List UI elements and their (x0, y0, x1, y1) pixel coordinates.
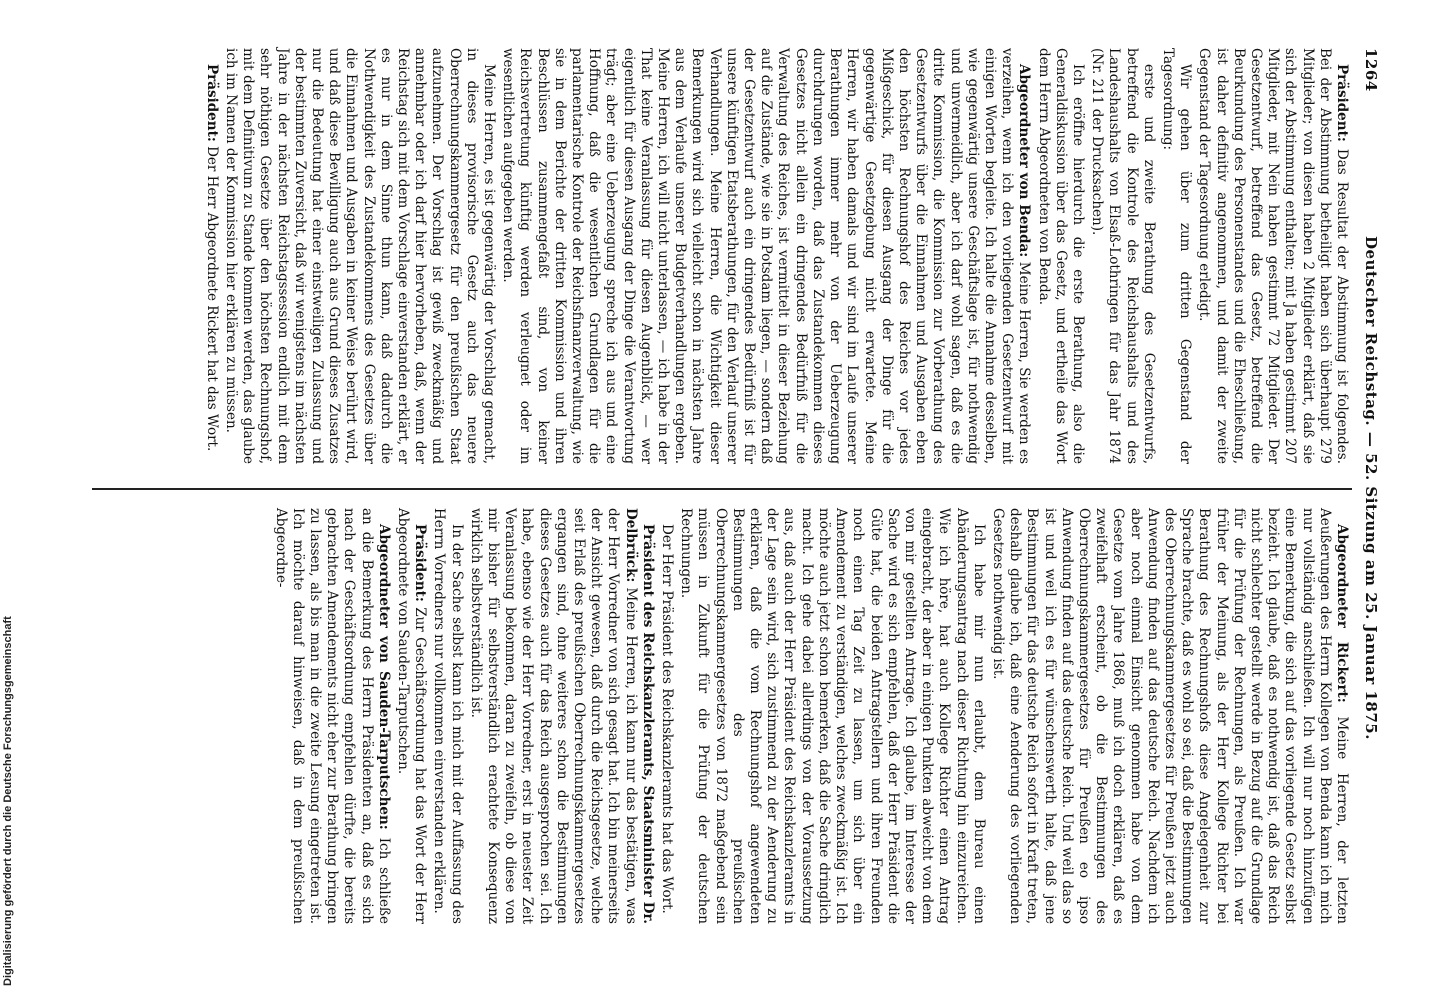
paragraph (271, 508, 391, 924)
right-column (269, 508, 1350, 924)
paragraph (658, 508, 675, 924)
paragraph (1088, 48, 1157, 464)
speaker-name: Abgeordneter von Benda: (1016, 64, 1033, 258)
paragraph-text: Meine Herren, ich kann nur das bestätigen, was der Herr Vorredner von sich gesagt hat. Ich bin meinerseits der Ansicht gewesen, daß durch die Reichsgesetze, welche seit Erlaß des preußischen Oberrechnungskammergesetzes ergangen sind, ohne weiteres schon die Bestimmungen dieses Gesetzes auch für das Reich ausgesprochen sei. Ich habe, ebenso wie der Herr Vorredner, erst in neuester Zeit Veranlassung bekommen, daran zu zweifeln, ob diese von mir bisher für selbstverständlich erachtete Konsequenz wirklich selbstverständlich ist. (467, 508, 639, 924)
paragraph-text: Der Herr Präsident des Reichskanzleramts hat das Wort. (659, 524, 676, 914)
paragraph (467, 508, 656, 924)
paragraph (499, 48, 1032, 464)
digitization-credit (0, 0, 18, 1000)
paragraph (677, 508, 987, 924)
paragraph (394, 508, 428, 924)
speaker-name: Abgeordneter Rickert: (1334, 524, 1350, 703)
paragraph (222, 48, 497, 464)
paragraph-text: Ich eröffne hierdurch die erste Berathung, also die Generaldiskussion über das Gesetz, und ertheile das Wort dem Herrn Abgeordneten von Benda. (1035, 48, 1086, 464)
speaker-name: Präsident: (203, 64, 220, 142)
document-sheet (110, 48, 1380, 928)
paragraph (430, 508, 464, 924)
page-title: Deutscher Reichstag. — 52. Sitzung am 25. Januar 1875. (1362, 236, 1380, 740)
paragraph (1195, 48, 1350, 464)
page-number: 1264 (1362, 48, 1380, 92)
speaker-name: Abgeordneter von Sauden-Tarputschen: (375, 524, 392, 830)
paragraph-text: Ich habe mir nun erlaubt, dem Bureau einen Abänderungsantrag nach dieser Richtung hin einzureichen. Wie ich höre, hat auch Kollege Richter einen Antrag eingebracht, der aber in einigen Punkten abweicht von dem von mir gestellten Antrage. Ich glaube, im Interesse der Sache wird es sich empfehlen, daß der Herr Präsident die Güte hat, die beiden Antragstellern und ihren Freunden noch einen Tag Zeit zu lassen, um sich über ein Amendement zu verständigen, welches zweckmäßig ist. Ich möchte auch jetzt schon bemerken, daß die Sache dringlich macht. Ich gehe dabei allerdings von der Voraussetzung aus, daß auch der Herr Präsident des Reichskanzleramts in der Lage sein wird, sich zustimmend zu der Aenderung zu erklären, daß die vom Rechnungshof angewendeten Bestimmungen des preußischen Oberrechnungskammergesetzes von 1872 maßgebend sein müssen in Zukunft für die Prüfung der deutschen Rechnungen. (678, 508, 987, 924)
paragraph (1034, 48, 1086, 464)
paragraph (1159, 48, 1193, 464)
paragraph-text: Zur Geschäftsordnung hat das Wort der Herr Abgeordnete von Sauden-Tarputschen. (395, 508, 429, 924)
paragraph (989, 508, 1350, 924)
page-header (1360, 48, 1380, 928)
paragraph-text: Das Resultat der Abstimmung ist folgendes. Bei der Abstimmung betheiligt haben sich überhaupt 279 Mitglieder; von diesen haben 2 Mitglieder erklärt, daß sie sich der Abstimmung enthalten; mit Ja haben gestimmt 207 Mitglieder, mit Nein haben gestimmt 72 Mitglieder. Der Gesetzentwurf, betreffend das Gesetz, betreffend die Beurkundung des Personenstandes und die Eheschließung, ist daher definitiv angenommen, und damit der zweite Gegenstand der Tagesordnung erledigt. (1196, 48, 1350, 464)
paragraph (203, 48, 220, 464)
paragraph-text: Ich schließe an die Bemerkung des Herrn Präsidenten an, daß es sich nach der Geschäftsordnung empfehlen dürfte, die bereits gebrachten Amendements nicht eher zur Berathung bringen zu lassen, als bis man in die zweite Lesung eingetreten ist. Ich möchte darauf hinweisen, daß in dem preußischen Abgeordne- (272, 508, 392, 924)
paragraph-text: In der Sache selbst kann ich mich mit der Auffassung des Herrn Vorredners nur vollkommen einverstanden erklären. (431, 508, 465, 924)
speaker-name: Präsident des Reichskanzleramts, Staatsminister Dr. Delbrück: (622, 508, 656, 924)
paragraph-text: erste und zweite Berathung des Gesetzentwurfs, betreffend die Kontrole des Reichshaushalts und des Landeshaushalts von Elsaß-Lothringen für das Jahr 1874 (Nr. 211 der Drucksachen). (1089, 48, 1157, 464)
paragraph-text: Der Herr Abgeordnete Rickert hat das Wort. (203, 146, 220, 452)
paragraph-text: Meine Herren, der letzten Aeußerungen des Herrn Kollegen von Benda kann ich mich nur vollständig anschließen. Ich will nur noch hinzufügen eine Bemerkung, die sich auf das vorliegende Gesetz selbst bezieht. Ich glaube, daß es nothwendig ist, daß das Reich nicht schlechter gestellt werde in Bezug auf die Grundlage für die Prüfung der Rechnungen, als Preußen. Ich war früher der Meinung, als der Herr Kollege Richter bei Berathung des Rechnungshofs diese Angelegenheit zur Sprache brachte, daß es wohl so sei, daß die Bestimmungen des Oberrechnungskammergesetzes für Preußen jetzt auch Anwendung finden auf das deutsche Reich. Nachdem ich aber noch einmal Einsicht genommen habe von dem Gesetze vom Jahre 1868, muß ich doch erklären, daß es zweifelhaft erscheint, ob die Bestimmungen des Oberrechnungskammergesetzes für Preußen eo ipso Anwendung finden auf das deutsche Reich. Und weil das so ist und weil ich es für wünschenswerth halte, daß jene Bestimmungen für das deutsche Reich sofort in Kraft treten, deshalb glaube ich, daß eine Aenderung des vorliegenden Gesetzes nothwendig ist. (989, 508, 1350, 925)
column-divider (92, 488, 1352, 490)
paragraph-text: Wir gehen über zum dritten Gegenstand der Tagesordnung: (1159, 48, 1194, 464)
left-column (201, 48, 1350, 464)
paragraph-text: Meine Herren, es ist gegenwärtig der Vorschlag gemacht, in dieses provisorische Gesetz auch das neuere Oberrechnungskammergesetz für den preußischen Staat aufzunehmen. Der Vorschlag ist gewiß zweckmäßig und annehmbar oder ich darf hier hervorheben, daß, wenn der Reichstag sich mit dem Vorschlage einverstanden erklärt, er es nur in dem Sinne thun kann, daß dadurch die Nothwendigkeit des Zustandekommens des Gesetzes über die Einnahmen und Ausgaben in keiner Weise berührt wird, und daß diese Bewilligung auch aus Grund dieses Zusatzes nur die Bedeutung hat einer einstweiligen Zulassung und der bestimmten Zuversicht, daß wir wenigstens im nächsten Jahre in der nächsten Reichstagssession endlich mit dem sehr nöthigen Gesetze über den höchsten Rechnungshof, mit dem Definitivum zu Stande kommen werden, das glaube ich im Namen der Kommission hier erklären zu müssen. (223, 48, 498, 464)
digitization-credit-text: Digitalisierung gefördert durch die Deutsche Forschungsgemeinschaft (2, 616, 14, 986)
speaker-name: Präsident: (1334, 64, 1350, 142)
paragraph-text: Meine Herren, Sie werden es verzeihen, wenn ich den vorliegenden Gesetzentwurf mit einigen Worten begleite. Ich halte die Annahme desselben, wie gegenwärtig unsere Geschäftslage ist, für nothwendig und unvermeidlich, aber ich darf wohl sagen, daß es die dritte Kommission, die Kommission zur Vorberathung des Gesetzentwurfs über die Einnahmen und Ausgaben eben den höchsten Rechnungshof des Reiches vor jedes Mißgeschick, für diesen Ausgang der Dinge für die gegenwärtige Gesetzgebung nicht erwartete. Meine Herren, wir haben damals und wir sind im Laufe unserer Berathungen immer mehr von der Ueberzeugung durchdrungen worden, daß das Zustandekommen dieses Gesetzes nicht allein ein dringendes Bedürfniß für die Verwaltung des Reiches, ist vermittelt in dieser Beziehung auf die Zustände, wie sie in Potsdam liegen, — sondern daß der Gesetzentwurf auch ein dringendes Bedürfniß ist für unsere künftigen Etatsberathungen, für den Verlauf unserer Verhandlungen. Meine Herren, die Wichtigkeit dieser Bemerkungen wird sich vielleicht schon in nächsten Jahre aus dem Verlaufe unserer Budgetverhandlungen ergeben. Meine Herren, ich will nicht unterlassen, — ich habe in der That keine Veranlassung für diesen Augenblick, — wer eigentlich für diesen Ausgang der Dinge die Verantwortung trägt; aber eine Ueberzeugung spreche ich aus und eine Hoffnung, daß die wesentlichen Grundlagen für die parlamentarische Kontrole der Reichsfinanzverwaltung, wie sie in dem Berichte der dritten Kommission und ihren Beschlüssen zusammengefaßt sind, von keiner Reichsvertretung künftig werden verleugnet oder im wesentlichen aufgegeben werden. (500, 48, 1033, 465)
speaker-name: Präsident: (412, 524, 429, 602)
